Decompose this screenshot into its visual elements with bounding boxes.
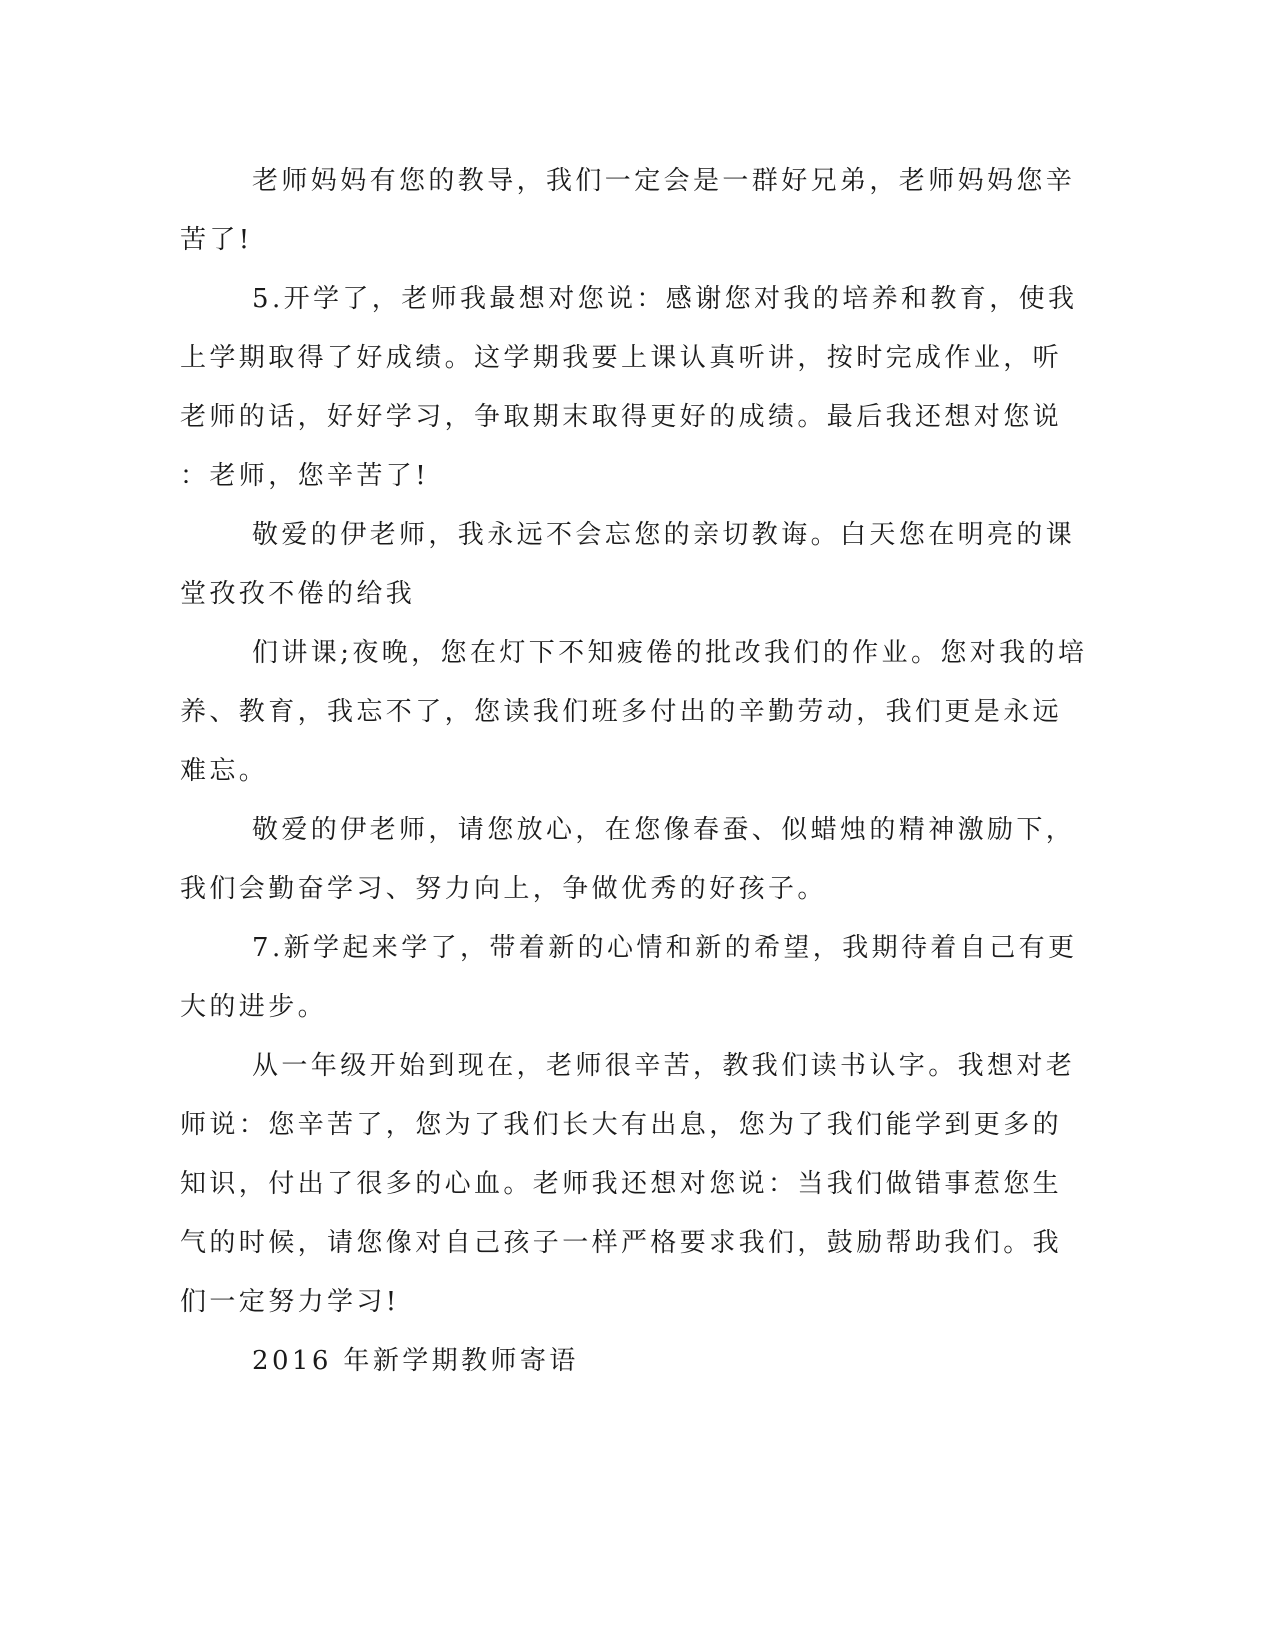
document-body [180, 152, 1088, 1391]
text-line: 我们会勤奋学习、努力向上，争做优秀的好孩子。 [180, 874, 827, 904]
text-line: 老师妈妈有您的教导，我们一定会是一群好兄弟，老师妈妈您辛 [252, 166, 1076, 196]
text-line: 苦了! [180, 225, 253, 255]
text-line: 堂孜孜不倦的给我 [180, 579, 416, 609]
text-line: 们讲课;夜晚，您在灯下不知疲倦的批改我们的作业。您对我的培 [252, 638, 1088, 668]
text-line: 老师的话，好好学习，争取期末取得更好的成绩。最后我还想对您说 [180, 402, 1063, 432]
text-line: 上学期取得了好成绩。这学期我要上课认真听讲，按时完成作业，听 [180, 343, 1063, 373]
text-line: 5.开学了，老师我最想对您说：感谢您对我的培养和教育，使我 [252, 284, 1078, 314]
text-line: 知识，付出了很多的心血。老师我还想对您说：当我们做错事惹您生 [180, 1169, 1063, 1199]
text-line: 们一定努力学习! [180, 1287, 400, 1317]
text-line: 养、教育，我忘不了，您读我们班多付出的辛勤劳动，我们更是永远 [180, 697, 1063, 727]
text-line: 大的进步。 [180, 992, 328, 1022]
text-line: 7.新学起来学了，带着新的心情和新的希望，我期待着自己有更 [252, 933, 1078, 963]
text-line: ：老师，您辛苦了! [180, 461, 430, 491]
text-line: 难忘。 [180, 756, 269, 786]
text-line: 师说：您辛苦了，您为了我们长大有出息，您为了我们能学到更多的 [180, 1110, 1063, 1140]
text-line: 从一年级开始到现在，老师很辛苦，教我们读书认字。我想对老 [252, 1051, 1076, 1081]
heading-line: 2016 年新学期教师寄语 [252, 1346, 579, 1376]
text-line: 敬爱的伊老师，我永远不会忘您的亲切教诲。白天您在明亮的课 [252, 520, 1076, 550]
text-line: 气的时候，请您像对自己孩子一样严格要求我们，鼓励帮助我们。我 [180, 1228, 1063, 1258]
text-line: 敬爱的伊老师，请您放心，在您像春蚕、似蜡烛的精神激励下， [252, 815, 1076, 845]
